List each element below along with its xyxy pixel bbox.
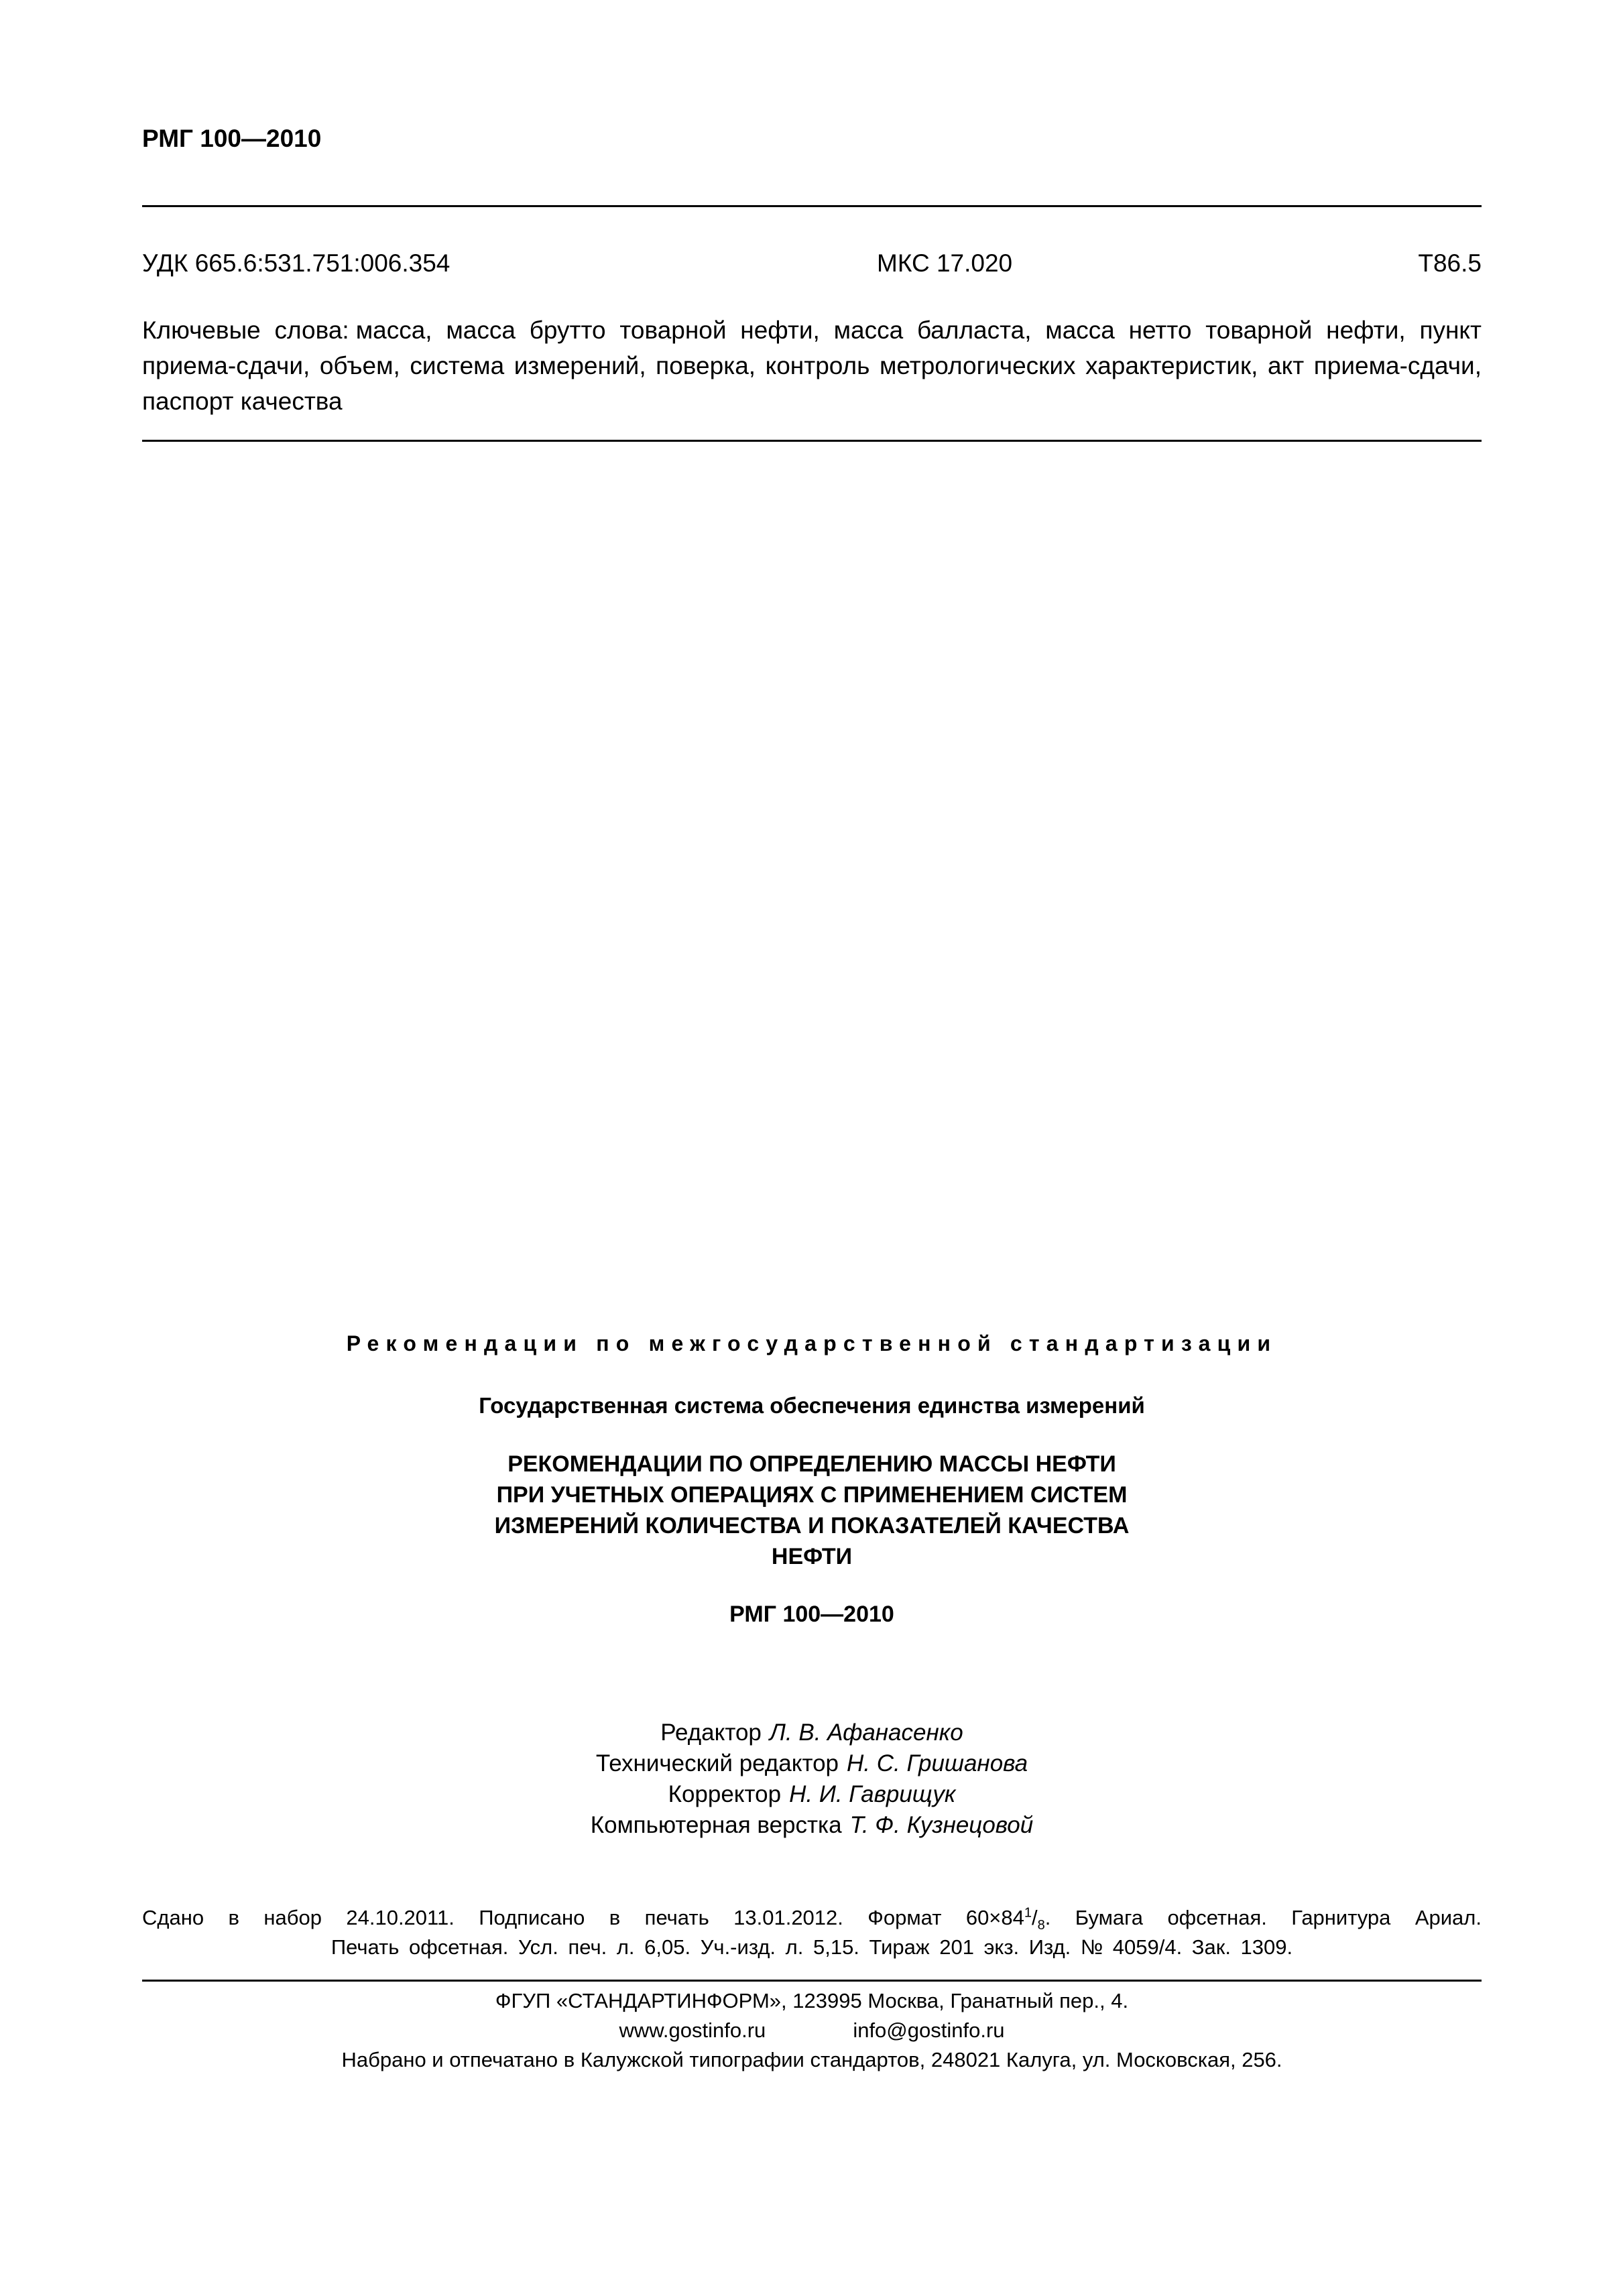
- keywords-paragraph: [142, 312, 1482, 419]
- credits-block: [142, 1717, 1482, 1841]
- document-code: РМГ 100—2010: [142, 125, 322, 152]
- credit-role: Редактор: [660, 1719, 762, 1746]
- credit-name: Н. И. Гаврищук: [789, 1781, 956, 1807]
- email-link[interactable]: info@gostinfo.ru: [853, 2018, 1005, 2042]
- keywords-text: масса, масса брутто товарной нефти, масса балласта, масса нетто товарной нефти, пункт приема-сдачи, объем, система измерений, поверка, контроль метрологических характеристик, акт приема-сдачи, паспорт качества: [142, 316, 1482, 415]
- credit-row: [142, 1779, 1482, 1810]
- credit-row: [142, 1717, 1482, 1748]
- format-superscript: 1: [1024, 1905, 1032, 1921]
- printer-info: Набрано и отпечатано в Калужской типографии стандартов, 248021 Калуга, ул. Московская, 256.: [341, 2048, 1282, 2071]
- okstu-code: Т86.5: [1418, 249, 1482, 277]
- top-divider: [142, 205, 1482, 207]
- publisher-links: [142, 2016, 1482, 2045]
- credit-role: Технический редактор: [595, 1750, 839, 1776]
- credit-role: Корректор: [668, 1781, 782, 1807]
- document-title: [142, 1449, 1482, 1572]
- title-line: НЕФТИ: [771, 1544, 853, 1569]
- document-designation: РМГ 100—2010: [729, 1602, 894, 1627]
- title-line: РЕКОМЕНДАЦИИ ПО ОПРЕДЕЛЕНИЮ МАССЫ НЕФТИ: [507, 1451, 1116, 1477]
- credit-name: Н. С. Гришанова: [847, 1750, 1028, 1776]
- publisher-block: [142, 1986, 1482, 2075]
- credit-role: Компьютерная верстка: [590, 1812, 842, 1838]
- imprint-line-1: Сдано в набор 24.10.2011. Подписано в печать 13.01.2012. Формат $60\times 84^1/_8$. Бумага офсетная. Гарнитура Ариал.: [142, 1905, 1482, 1933]
- credit-row: [142, 1748, 1482, 1779]
- title-line: ПРИ УЧЕТНЫХ ОПЕРАЦИЯХ С ПРИМЕНЕНИЕМ СИСТЕМ: [496, 1482, 1128, 1508]
- credit-name: Л. В. Афанасенко: [769, 1719, 963, 1746]
- imprint-text: . Бумага офсетная. Гарнитура Ариал.: [1044, 1906, 1482, 1929]
- credit-name: Т. Ф. Кузнецовой: [849, 1812, 1034, 1838]
- imprint-block: [142, 1903, 1482, 1962]
- keywords-label: Ключевые слова:: [142, 316, 349, 344]
- udk-code: УДК 665.6:531.751:006.354: [142, 249, 450, 277]
- keywords-divider: [142, 440, 1482, 442]
- imprint-divider: [142, 1980, 1482, 1982]
- imprint-line-2: Печать офсетная. Усл. печ. л. 6,05. Уч.-изд. л. 5,15. Тираж 201 экз. Изд. № 4059/4. Зак. 1309.: [330, 1935, 1293, 1959]
- mks-code: МКС 17.020: [877, 249, 1013, 277]
- system-title: Государственная система обеспечения единства измерений: [479, 1393, 1145, 1418]
- credit-row: [142, 1810, 1482, 1841]
- title-line: ИЗМЕРЕНИЙ КОЛИЧЕСТВА И ПОКАЗАТЕЛЕЙ КАЧЕСТВА: [494, 1513, 1130, 1538]
- format-subscript: 8: [1037, 1918, 1045, 1933]
- publisher-address: ФГУП «СТАНДАРТИНФОРМ», 123995 Москва, Гранатный пер., 4.: [495, 1989, 1129, 2012]
- series-title: Рекомендации по межгосударственной стандартизации: [346, 1331, 1278, 1355]
- website-link[interactable]: www.gostinfo.ru: [619, 2018, 766, 2042]
- imprint-text: Сдано в набор 24.10.2011. Подписано в печать 13.01.2012. Формат 60×84: [142, 1906, 1024, 1929]
